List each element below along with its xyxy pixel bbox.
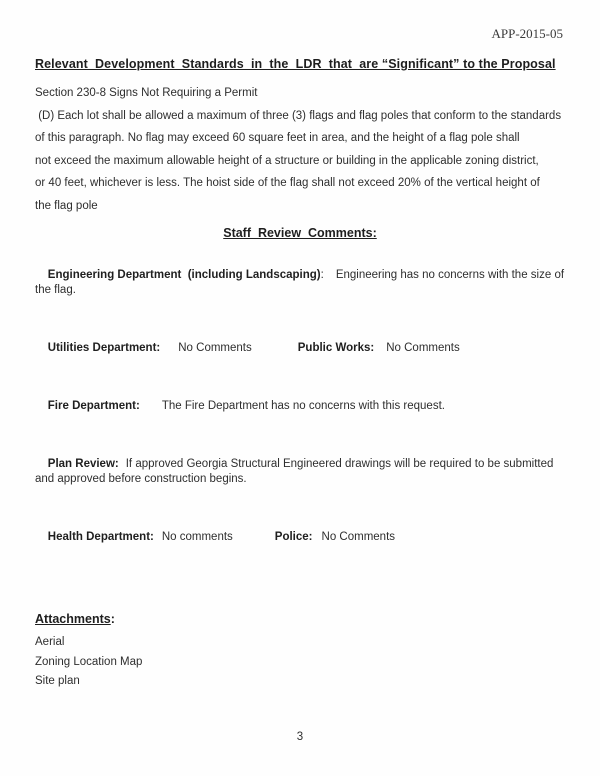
attachment-item: Aerial [35, 636, 65, 648]
health-police-row [35, 515, 565, 560]
utilities-label: Utilities Department: [47, 342, 161, 354]
attachments-heading: Attachments: [35, 612, 115, 626]
health-comment: No comments [161, 531, 233, 543]
engineering-label: Engineering Department (including Landscaping) [47, 269, 321, 281]
fire-label: Fire Department: [47, 400, 140, 412]
engineering-comment-row [35, 253, 568, 313]
page-number: 3 [296, 731, 304, 743]
public-works-comment: No Comments [386, 342, 460, 354]
section-title: Section 230-8 Signs Not Requiring a Permit [35, 87, 258, 99]
attachment-list [35, 633, 565, 692]
main-heading: Relevant Development Standards in the LDR that are “Significant” to the Proposal [35, 57, 556, 71]
section-line: or 40 feet, whichever is less. The hoist side of the flag shall not exceed 20% of the vertical height of [35, 177, 540, 189]
attachment-item: Zoning Location Map [35, 655, 143, 668]
public-works-label: Public Works: [297, 342, 375, 354]
attachment-item: Site plan [35, 675, 80, 687]
plan-review-comment: If approved Georgia Structural Engineered drawings will be required to be submitted and approved before construction begins. [35, 458, 557, 485]
plan-review-label: Plan Review: [47, 458, 119, 470]
doc-reference-number: APP-2015-05 [491, 26, 563, 41]
engineering-colon: : [320, 269, 324, 281]
fire-comment-row [35, 384, 565, 429]
section-line: (D) Each lot shall be allowed a maximum of three (3) flags and flag poles that conform to the standards [35, 109, 562, 122]
section-line: the flag pole [35, 199, 98, 212]
attachments-section [35, 612, 565, 692]
section-line: of this paragraph. No flag may exceed 60 square feet in area, and the height of a flag pole shall [35, 132, 520, 144]
plan-review-row [35, 442, 555, 502]
section-line: not exceed the maximum allowable height of a structure or building in the applicable zoning district, [35, 154, 539, 167]
police-comment: No Comments [321, 531, 396, 543]
engineering-comment: Engineering has no concerns with the size of the flag. [35, 269, 568, 296]
section-text-block [35, 82, 565, 217]
health-label: Health Department: [47, 531, 154, 543]
police-label: Police: [274, 531, 313, 543]
staff-review-heading: Staff Review Comments: [223, 226, 377, 240]
utilities-comment: No Comments [178, 342, 252, 354]
utilities-publicworks-row [35, 326, 565, 371]
fire-comment: The Fire Department has no concerns with this request. [161, 400, 445, 412]
